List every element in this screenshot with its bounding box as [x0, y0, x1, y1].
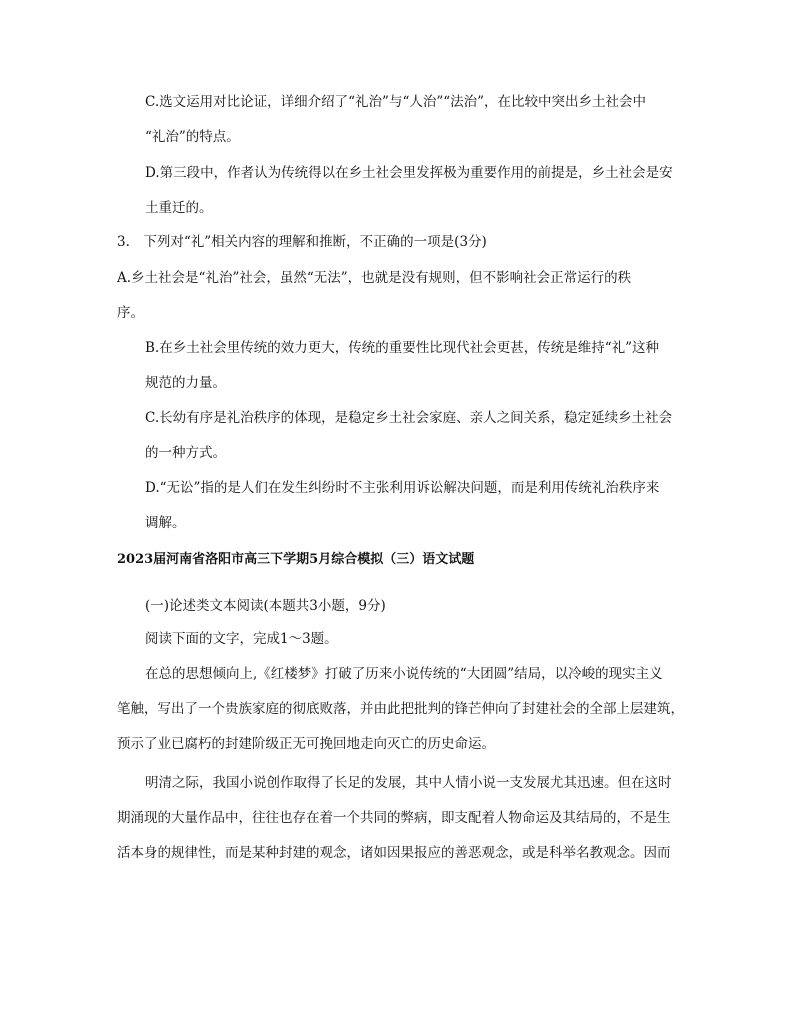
passage-p1-line3: 预示了业已腐朽的封建阶级正无可挽回地走向灭亡的历史命运。: [117, 736, 495, 752]
q3-stem: 3. 下列对“礼”相关内容的理解和推断，不正确的一项是(3分): [117, 234, 487, 250]
q3-option-d-line1: D.“无讼”指的是人们在发生纠纷时不主张利用诉讼解决问题，而是利用传统礼治秩序来: [145, 480, 660, 496]
passage-p2-line3: 活本身的规律性，而是某种封建的观念，诸如因果报应的善恶观念，或是科举名教观念。因而: [117, 845, 671, 861]
q3-option-d-line2: 调解。: [145, 515, 186, 531]
q2-option-d-line1: D.第三段中，作者认为传统得以在乡土社会里发挥极为重要作用的前提是，乡土社会是安: [145, 165, 673, 181]
q3-option-a-line2: 序。: [117, 305, 144, 321]
section-instruction: 阅读下面的文字，完成1～3题。: [145, 631, 338, 647]
passage-p2-line2: 期涌现的大量作品中，往往也存在着一个共同的弊病，即支配着人物命运及其结局的，不是生: [117, 810, 671, 826]
q3-option-c-line2: 的一种方式。: [145, 445, 226, 461]
q2-option-d-line2: 土重迁的。: [145, 200, 213, 216]
passage-p1-line2: 笔触，写出了一个贵族家庭的彻底败落，并由此把批判的锋芒伸向了封建社会的全部上层建筑，: [117, 701, 684, 717]
exam-title: 2023届河南省洛阳市高三下学期5月综合模拟（三）语文试题: [117, 552, 475, 567]
q2-option-c-line1: C.选文运用对比论证，详细介绍了“礼治”与“人治”“法治”，在比较中突出乡土社会中: [145, 94, 647, 110]
q3-option-b-line1: B.在乡土社会里传统的效力更大，传统的重要性比现代社会更甚，传统是维持“礼”这种: [145, 340, 660, 356]
passage-p2-line1: 明清之际，我国小说创作取得了长足的发展，其中人情小说一支发展尤其迅速。但在这时: [145, 775, 672, 791]
q3-option-b-line2: 规范的力量。: [145, 375, 226, 391]
q3-option-c-line1: C.长幼有序是礼治秩序的体现，是稳定乡土社会家庭、亲人之间关系，稳定延续乡土社会: [145, 410, 673, 426]
q2-option-c-line2: “礼治”的特点。: [145, 129, 240, 145]
section-heading: (一)论述类文本阅读(本题共3小题，9分): [145, 598, 386, 614]
passage-p1-line1: 在总的思想倾向上,《红楼梦》打破了历来小说传统的“大团圆”结局，以冷峻的现实主义: [145, 666, 663, 682]
q3-option-a-line1: A.乡土社会是“礼治”社会，虽然“无法”，也就是没有规则，但不影响社会正常运行的秩: [117, 270, 632, 286]
